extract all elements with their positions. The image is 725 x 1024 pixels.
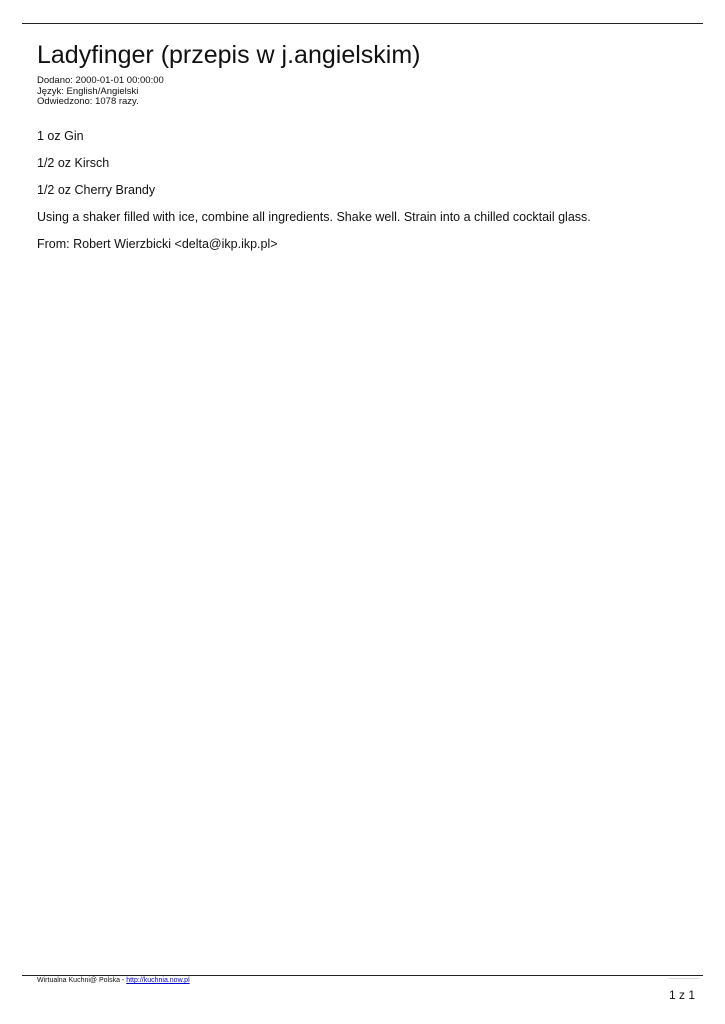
added-date: Dodano: 2000-01-01 00:00:00 — [37, 75, 164, 86]
page-title: Ladyfinger (przepis w j.angielskim) — [37, 41, 421, 69]
header-divider — [22, 23, 703, 24]
footer — [37, 976, 190, 985]
ingredient-line: 1/2 oz Kirsch — [37, 156, 110, 170]
author-line: From: Robert Wierzbicki <delta@ikp.ikp.pl> — [37, 237, 278, 251]
ingredient-line: 1 oz Gin — [37, 129, 84, 143]
footer-faint-mark — [669, 978, 699, 979]
site-link[interactable]: http://kuchnia.now.pl — [126, 977, 190, 984]
recipe-content — [37, 129, 591, 264]
ingredient-line: 1/2 oz Cherry Brandy — [37, 183, 156, 197]
footer-site-text: Wirtualna Kuchni@ Polska - — [37, 977, 127, 984]
instructions: Using a shaker filled with ice, combine all ingredients. Shake well. Strain into a chilled cocktail glass. — [37, 210, 591, 224]
recipe-meta — [37, 76, 164, 108]
language: Język: English/Angielski — [37, 85, 139, 97]
page-number: 1 z 1 — [669, 988, 696, 1002]
visit-count: Odwiedzono: 1078 razy. — [37, 96, 139, 107]
